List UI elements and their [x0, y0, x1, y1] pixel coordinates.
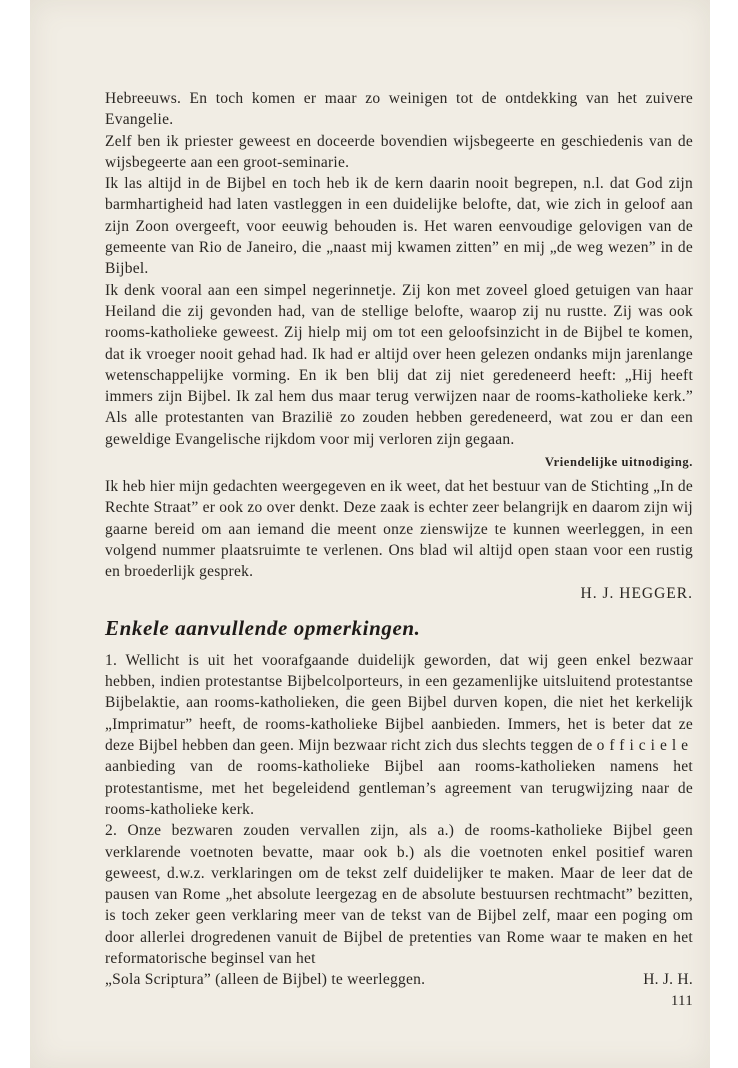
paragraph-point-1: [105, 650, 693, 820]
paragraph-priester: Zelf ben ik priester geweest en doceerde bovendien wijsbegeerte en geschiedenis van de wijsbegeerte aan een groot-seminarie.: [105, 132, 693, 171]
paragraph-hebreeuws: Hebreeuws. En toch komen er maar zo weinigen tot de ontdekking van het zuivere Evangelie.: [105, 90, 693, 129]
book-page: [30, 0, 710, 1068]
point1-text-before: 1. Wellicht is uit het voorafgaande duidelijk geworden, dat wij geen enkel bezwaar hebben, indien protestantse Bijbelcolporteurs, in een gezamenlijke uitsluitend protestantse Bijbelaktie, aan rooms-katholieken, die geen Bijbel durven kopen, die niet het kerkelijk „Imprimatur” heeft, de rooms-katholieke Bijbel aanbieden. Immers, het is beter dat ze deze Bijbel hebben dan geen. Mijn bezwaar richt zich dus slechts teggen de: [105, 651, 693, 755]
page-number: 111: [670, 992, 693, 1009]
text-column: [105, 88, 693, 1011]
point2-closing-line: [105, 969, 693, 990]
paragraph-negerinnetje: Ik denk vooral aan een simpel negerinnetje. Zij kon met zoveel gloed getuigen van haar Heiland die zij gevonden had, van de stellige belofte, waarop zij nu rustte. Zij was ook rooms-katholieke geweest. Zij hielp mij om tot een geloofsinzicht in de Bijbel te komen, dat ik vroeger nooit gehad had. Ik had er altijd over heen gelezen ondanks mijn jarenlange wetenschappelijke vorming. En ik ben blij dat zij niet geredeneerd heeft: „Hij heeft immers zijn Bijbel. Ik zal hem dus maar terug verwijzen naar de rooms-katholieke kerk.” Als alle protestanten van Brazilië zo zouden hebben geredeneerd, wat zou er dan een geweldige Evangelische rijkdom voor mij verloren zijn gegaan.: [105, 281, 693, 448]
paragraph-point-2: 2. Onze bezwaren zouden vervallen zijn, als a.) de rooms-katholieke Bijbel geen verklarende voetnoten bevatte, maar ook b.) als die voetnoten enkel positief waren geweest, d.w.z. verklaringen om de tekst zelf duidelijker te maken. Maar de leer dat de pausen van Rome „het absolute leergezag en de absolute bestuursen rechtmacht” bezitten, is toch zeker geen verklaring meer van de tekst van de Bijbel zelf, maar een poging om door allerlei drogredenen vanuit de Bijbel de pretenties van Rome waar te maken en het reformatorische beginsel van het: [105, 822, 693, 967]
subheading-uitnodiging: Vriendelijke uitnodiging.: [544, 455, 693, 470]
paragraph-bijbel-kern: Ik las altijd in de Bijbel en toch heb ik de kern daarin nooit begrepen, n.l. dat God zijn barmhartigheid had laten vastleggen in een duidelijke belofte, dat, wie zich in geloof aan zijn Zoon overgeeft, voor eeuwig behouden is. Het waren eenvoudige gelovigen van de gemeente van Rio de Janeiro, die „naast mij kwamen zitten” en mij „de weg wezen” in de Bijbel.: [105, 175, 693, 278]
point1-spaced-word: officiele: [596, 737, 694, 755]
point2-last-line-text: „Sola Scriptura” (alleen de Bijbel) te weerleggen.: [105, 971, 426, 989]
author-signature: H. J. HEGGER.: [580, 584, 693, 602]
point2-initials: H. J. H.: [643, 971, 693, 989]
section-heading: Enkele aanvullende opmerkingen.: [105, 615, 421, 640]
paragraph-uitnodiging: Ik heb hier mijn gedachten weergegeven en ik weet, dat het bestuur van de Stichting „In de Rechte Straat” er ook zo over denkt. Deze zaak is echter zeer belangrijk en daarom zijn wij gaarne bereid om aan iemand die meent onze zienswijze te kunnen weerleggen, in een volgend nummer plaatsruimte te verlenen. Ons blad wil altijd open staan voor een rustig en broederlijk gesprek.: [105, 478, 693, 581]
point1-text-after: aanbieding van de rooms-katholieke Bijbel aan rooms-katholieken namens het protestantisme, met het begeleidend gentleman’s agreement van terugwijzing naar de rooms-katholieke kerk.: [105, 758, 693, 818]
